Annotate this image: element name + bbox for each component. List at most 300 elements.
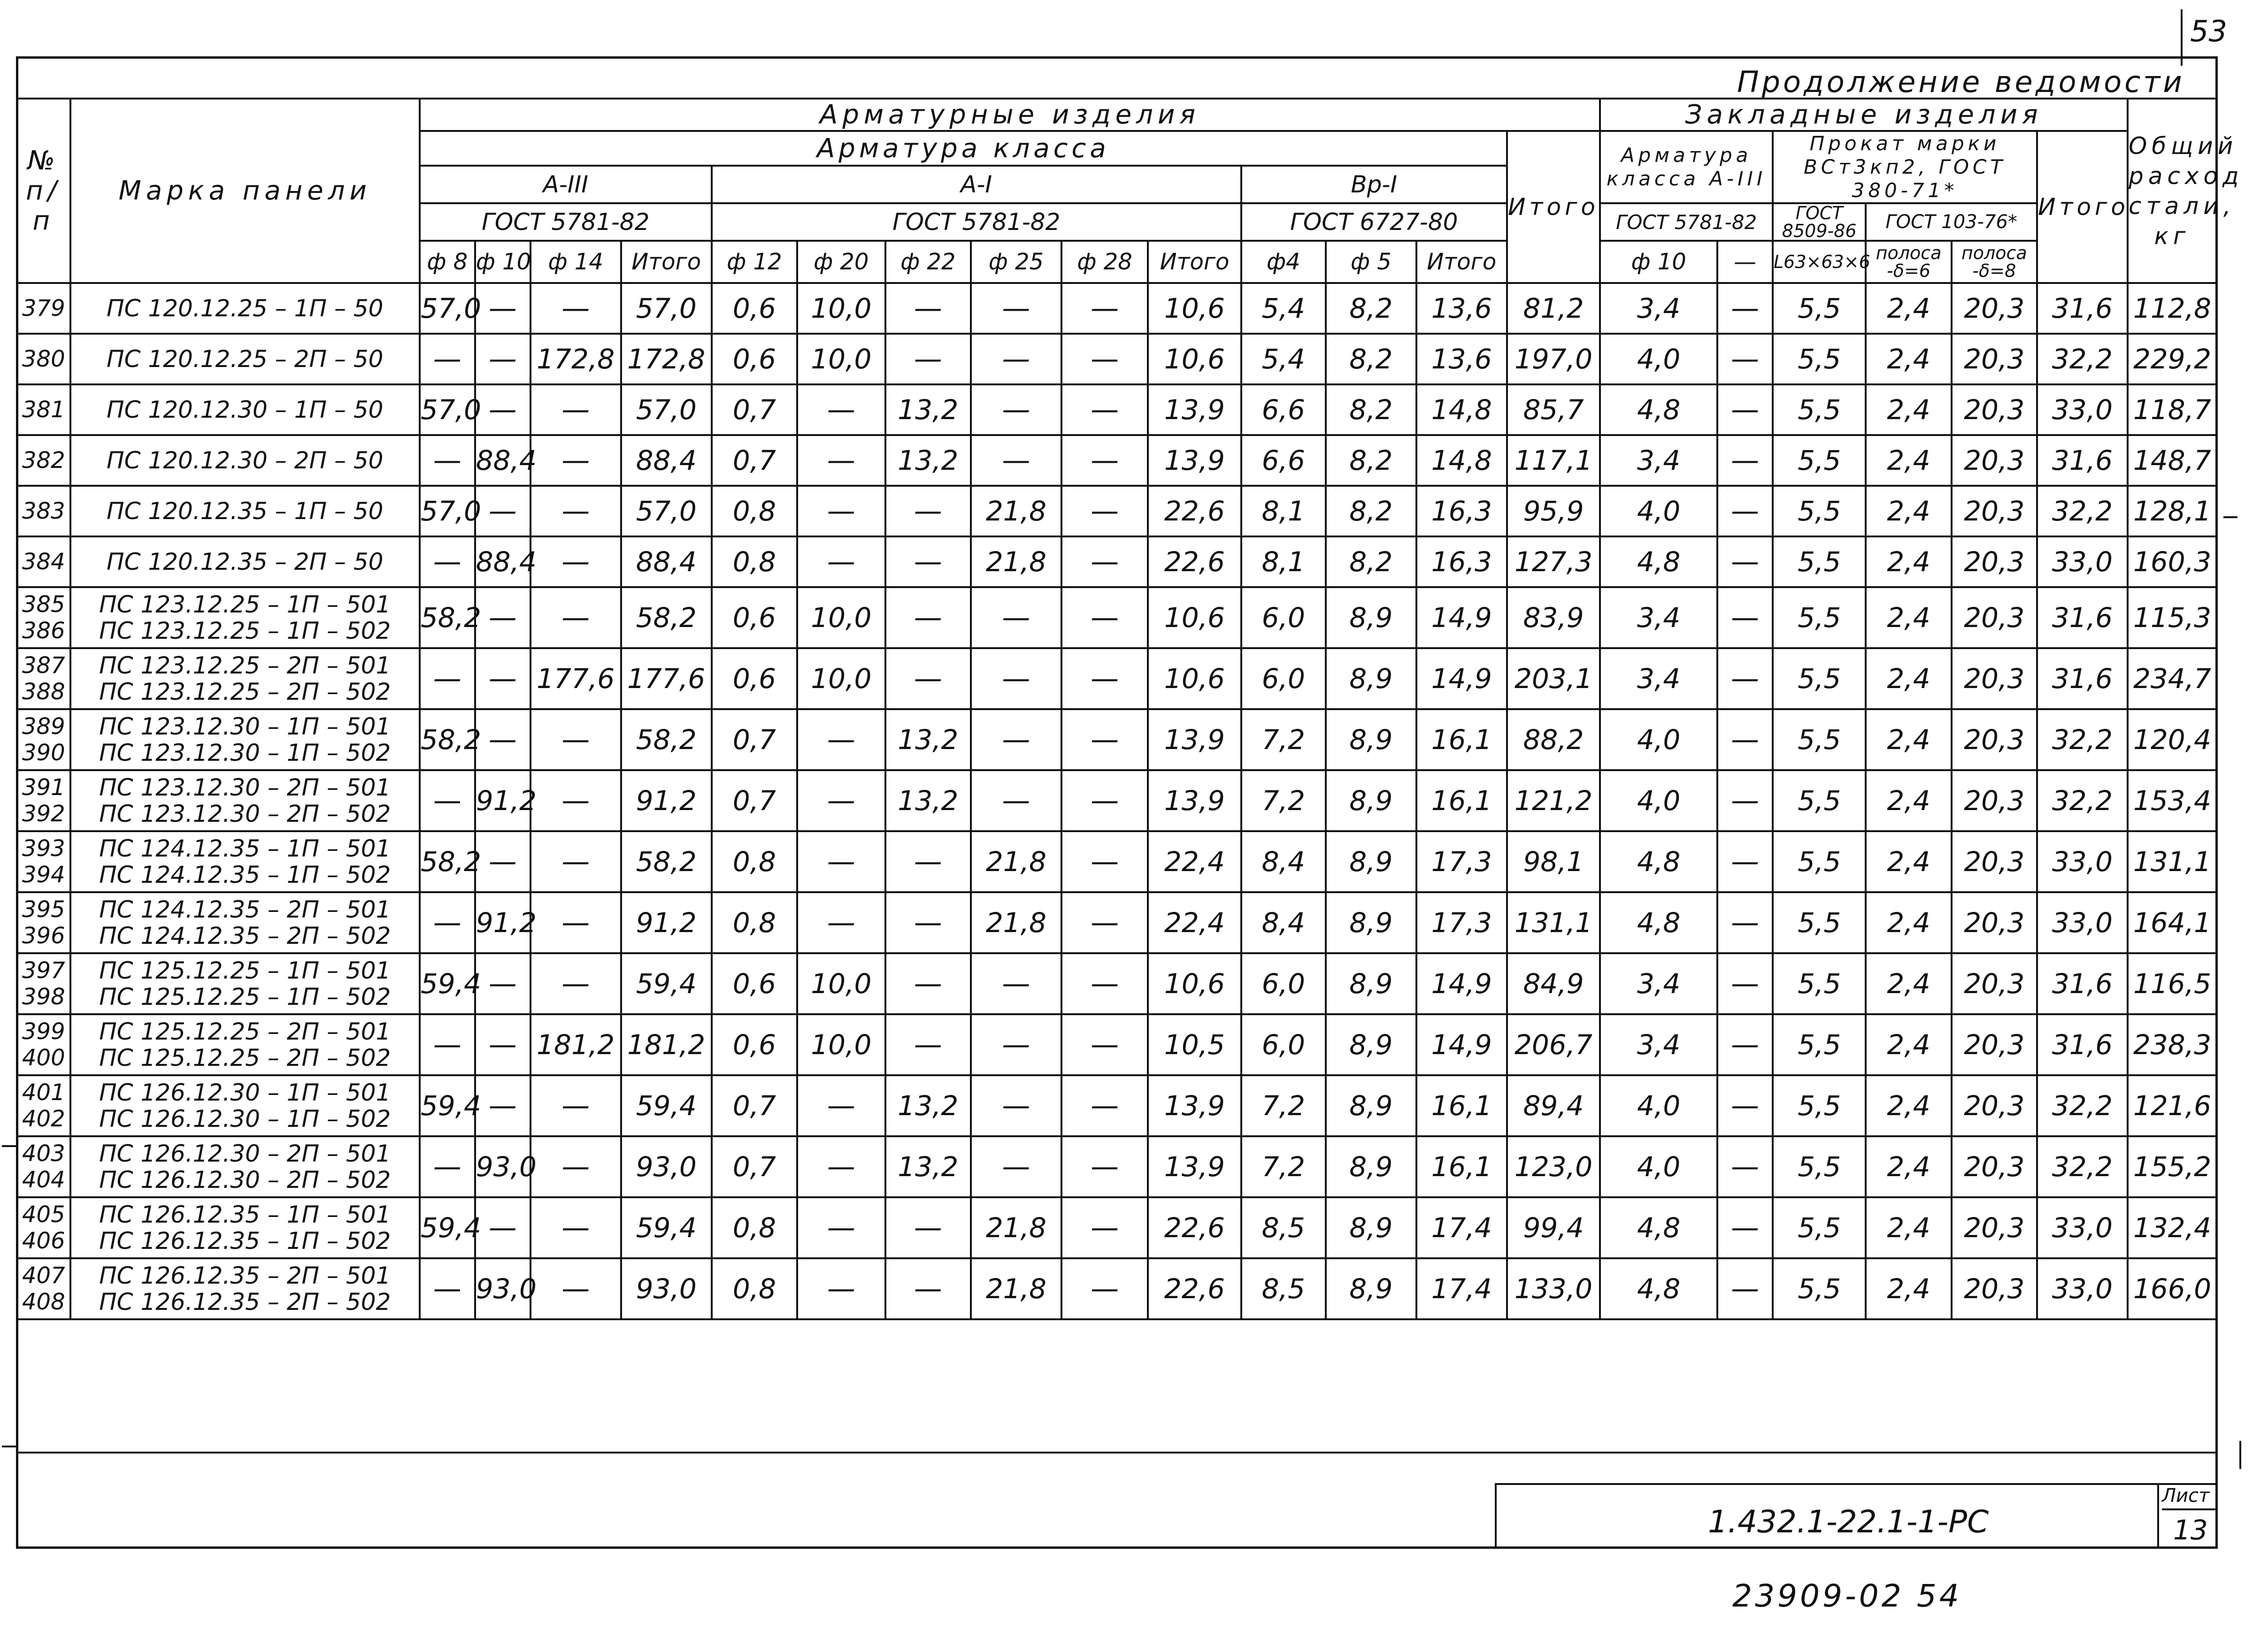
class-a1-header: А-I — [712, 166, 1241, 203]
value-cell: 58,2 — [621, 709, 712, 770]
value-cell: — — [1061, 709, 1148, 770]
value-cell: — — [1061, 384, 1148, 435]
value-cell: 10,6 — [1148, 587, 1241, 648]
row-number-line: 396 — [22, 923, 65, 949]
col-itogo-bp1: Итого — [1416, 241, 1507, 283]
row-number-line: 408 — [22, 1289, 65, 1315]
value-cell: 31,6 — [2037, 283, 2128, 334]
col-strip8: полоса -δ=8 — [1952, 241, 2037, 283]
row-number-line: 395 — [22, 896, 65, 923]
value-cell: 85,7 — [1507, 384, 1600, 435]
value-cell: 117,1 — [1507, 435, 1600, 486]
value-cell: 5,5 — [1773, 831, 1866, 892]
value-cell: — — [971, 953, 1061, 1014]
value-cell: 17,4 — [1416, 1197, 1507, 1258]
value-cell: 21,8 — [971, 831, 1061, 892]
value-cell: 0,7 — [712, 435, 797, 486]
value-cell: 8,1 — [1241, 536, 1326, 587]
value-cell: 2,4 — [1866, 435, 1951, 486]
panel-mark-line: ПС 125.12.25 – 2П – 502 — [99, 1044, 391, 1071]
value-cell: 8,2 — [1326, 334, 1416, 384]
value-cell: 112,8 — [2128, 283, 2217, 334]
value-cell: 10,0 — [797, 283, 885, 334]
value-cell: 5,5 — [1773, 1014, 1866, 1075]
value-cell: 5,5 — [1773, 770, 1866, 831]
value-cell: — — [1717, 831, 1773, 892]
value-cell: — — [885, 486, 971, 536]
value-cell: 0,6 — [712, 587, 797, 648]
value-cell: 31,6 — [2037, 953, 2128, 1014]
value-cell: 4,8 — [1600, 892, 1717, 953]
panel-mark-line: ПС 126.12.30 – 2П – 502 — [99, 1166, 391, 1194]
value-cell: 8,4 — [1241, 831, 1326, 892]
value-cell: 83,9 — [1507, 587, 1600, 648]
col-phi4: ф4 — [1241, 241, 1326, 283]
row-number-line: 401 — [22, 1079, 65, 1106]
row-number-line: 388 — [22, 679, 65, 705]
table-row — [17, 1136, 2217, 1197]
panel-mark-line: ПС 124.12.35 – 1П – 501 — [99, 835, 391, 862]
value-cell: 116,5 — [2128, 953, 2217, 1014]
value-cell: 2,4 — [1866, 770, 1951, 831]
value-cell: 2,4 — [1866, 1014, 1951, 1075]
value-cell: — — [797, 831, 885, 892]
value-cell: 203,1 — [1507, 648, 1600, 709]
value-cell: 10,0 — [797, 334, 885, 384]
value-cell: 5,5 — [1773, 283, 1866, 334]
value-cell: 14,8 — [1416, 384, 1507, 435]
value-cell: 32,2 — [2037, 1136, 2128, 1197]
num-header: № п/п — [17, 99, 70, 283]
panel-mark-line: ПС 126.12.35 – 1П – 501 — [99, 1201, 391, 1228]
value-cell: 5,5 — [1773, 1075, 1866, 1136]
value-cell: 21,8 — [971, 486, 1061, 536]
value-cell: — — [797, 1258, 885, 1319]
row-number-line: 405 — [22, 1201, 65, 1228]
panel-mark — [70, 435, 420, 486]
value-cell: 88,4 — [475, 435, 530, 486]
value-cell: 93,0 — [621, 1136, 712, 1197]
row-number-line: 386 — [22, 618, 65, 644]
value-cell: — — [475, 831, 530, 892]
value-cell: 10,0 — [797, 587, 885, 648]
margin-tick — [2, 1446, 16, 1447]
value-cell: 8,5 — [1241, 1258, 1326, 1319]
value-cell: 20,3 — [1952, 892, 2037, 953]
value-cell: 6,6 — [1241, 384, 1326, 435]
value-cell: — — [971, 1014, 1061, 1075]
value-cell: — — [1717, 334, 1773, 384]
value-cell: — — [530, 831, 621, 892]
value-cell: 229,2 — [2128, 334, 2217, 384]
panel-mark-line: ПС 120.12.35 – 1П – 50 — [106, 497, 384, 525]
value-cell: 21,8 — [971, 536, 1061, 587]
value-cell: 0,8 — [712, 486, 797, 536]
value-cell: — — [797, 435, 885, 486]
table-row — [17, 1075, 2217, 1136]
row-number-line: 387 — [22, 652, 65, 679]
value-cell: — — [1061, 334, 1148, 384]
panel-mark — [70, 770, 420, 831]
panel-mark — [70, 1136, 420, 1197]
page-number: 53 — [2190, 14, 2227, 48]
row-number — [17, 892, 70, 953]
row-number-line: 400 — [22, 1045, 65, 1071]
value-cell: 22,6 — [1148, 1197, 1241, 1258]
value-cell: 57,0 — [621, 486, 712, 536]
table-row — [17, 709, 2217, 770]
gost-103: ГОСТ 103-76* — [1866, 203, 2037, 241]
value-cell: 59,4 — [621, 953, 712, 1014]
value-cell: — — [475, 1197, 530, 1258]
value-cell: 4,0 — [1600, 334, 1717, 384]
value-cell: — — [530, 435, 621, 486]
value-cell: — — [1061, 953, 1148, 1014]
value-cell: 2,4 — [1866, 1197, 1951, 1258]
continuation-title: Продолжение ведомости — [1737, 65, 2185, 99]
value-cell: 8,4 — [1241, 892, 1326, 953]
value-cell: 59,4 — [420, 953, 475, 1014]
value-cell: 118,7 — [2128, 384, 2217, 435]
value-cell: 133,0 — [1507, 1258, 1600, 1319]
table-row — [17, 334, 2217, 384]
value-cell: 8,2 — [1326, 283, 1416, 334]
value-cell: 22,6 — [1148, 536, 1241, 587]
value-cell: — — [885, 334, 971, 384]
value-cell: 5,5 — [1773, 1197, 1866, 1258]
value-cell: 93,0 — [475, 1136, 530, 1197]
value-cell: 13,2 — [885, 435, 971, 486]
panel-mark-line: ПС 120.12.25 – 2П – 50 — [106, 345, 384, 373]
value-cell: — — [885, 1014, 971, 1075]
value-cell: — — [1061, 1014, 1148, 1075]
value-cell: 33,0 — [2037, 831, 2128, 892]
value-cell: 13,9 — [1148, 1075, 1241, 1136]
value-cell: 20,3 — [1952, 384, 2037, 435]
value-cell: — — [971, 709, 1061, 770]
rolled-steel-header: Прокат марки ВСт3кп2, ГОСТ 380-71* — [1773, 131, 2037, 203]
value-cell: 20,3 — [1952, 648, 2037, 709]
row-number — [17, 486, 70, 536]
value-cell: 2,4 — [1866, 1258, 1951, 1319]
value-cell: 88,2 — [1507, 709, 1600, 770]
value-cell: — — [475, 384, 530, 435]
value-cell: 59,4 — [420, 1197, 475, 1258]
value-cell: 16,1 — [1416, 1136, 1507, 1197]
armature-products-header: Арматурные изделия — [420, 99, 1600, 131]
value-cell: — — [885, 587, 971, 648]
row-number — [17, 770, 70, 831]
value-cell: 155,2 — [2128, 1136, 2217, 1197]
row-number — [17, 334, 70, 384]
value-cell: — — [971, 334, 1061, 384]
value-cell: — — [420, 435, 475, 486]
col-embedded-phi10: ф 10 — [1600, 241, 1717, 283]
value-cell: 7,2 — [1241, 709, 1326, 770]
value-cell: — — [971, 1075, 1061, 1136]
value-cell: — — [1717, 384, 1773, 435]
panel-mark-line: ПС 123.12.25 – 1П – 502 — [99, 617, 391, 644]
value-cell: — — [530, 770, 621, 831]
panel-mark-line: ПС 126.12.30 – 2П – 501 — [99, 1140, 391, 1167]
value-cell: 59,4 — [621, 1075, 712, 1136]
value-cell: 88,4 — [621, 536, 712, 587]
value-cell: 58,2 — [621, 831, 712, 892]
row-number-line: 398 — [22, 984, 65, 1010]
value-cell: — — [1061, 587, 1148, 648]
row-number — [17, 831, 70, 892]
row-number-line: 384 — [22, 549, 65, 575]
panel-mark — [70, 1258, 420, 1319]
value-cell: 2,4 — [1866, 283, 1951, 334]
value-cell: 0,8 — [712, 1197, 797, 1258]
value-cell: 21,8 — [971, 892, 1061, 953]
class-a3-header: А-III — [420, 166, 712, 203]
value-cell: 4,0 — [1600, 486, 1717, 536]
embedded-gost: ГОСТ 5781-82 — [1600, 203, 1773, 241]
col-phi12: ф 12 — [712, 241, 797, 283]
value-cell: — — [475, 953, 530, 1014]
panel-mark-line: ПС 124.12.35 – 2П – 501 — [99, 896, 391, 923]
panel-mark — [70, 536, 420, 587]
value-cell: 0,7 — [712, 709, 797, 770]
value-cell: — — [797, 1136, 885, 1197]
row-number — [17, 283, 70, 334]
value-cell: 0,7 — [712, 1136, 797, 1197]
row-number-line: 402 — [22, 1106, 65, 1132]
value-cell: 22,6 — [1148, 1258, 1241, 1319]
panel-mark — [70, 648, 420, 709]
value-cell: 20,3 — [1952, 486, 2037, 536]
value-cell: 31,6 — [2037, 435, 2128, 486]
row-number-line: 379 — [22, 295, 65, 321]
value-cell: 10,6 — [1148, 283, 1241, 334]
value-cell: — — [420, 536, 475, 587]
value-cell: 123,0 — [1507, 1136, 1600, 1197]
value-cell: 172,8 — [621, 334, 712, 384]
panel-mark-line: ПС 124.12.35 – 2П – 502 — [99, 922, 391, 949]
value-cell: 4,0 — [1600, 770, 1717, 831]
col-phi8: ф 8 — [420, 241, 475, 283]
value-cell: — — [420, 892, 475, 953]
value-cell: 33,0 — [2037, 1197, 2128, 1258]
value-cell: — — [420, 1258, 475, 1319]
value-cell: 4,8 — [1600, 1258, 1717, 1319]
value-cell: — — [530, 709, 621, 770]
value-cell: 22,4 — [1148, 831, 1241, 892]
value-cell: — — [885, 953, 971, 1014]
col-phi25: ф 25 — [971, 241, 1061, 283]
table-row — [17, 536, 2217, 587]
table-empty-tail — [17, 1319, 2217, 1453]
class-bp1-header: Вр-I — [1241, 166, 1507, 203]
value-cell: 2,4 — [1866, 648, 1951, 709]
value-cell: 17,4 — [1416, 1258, 1507, 1319]
col-embedded-dash: — — [1717, 241, 1773, 283]
gost-6727: ГОСТ 6727-80 — [1241, 203, 1507, 241]
row-number — [17, 1136, 70, 1197]
value-cell: 128,1 — [2128, 486, 2217, 536]
value-cell: 8,9 — [1326, 953, 1416, 1014]
value-cell: 5,5 — [1773, 486, 1866, 536]
value-cell: 206,7 — [1507, 1014, 1600, 1075]
value-cell: — — [1061, 1197, 1148, 1258]
value-cell: — — [1061, 1075, 1148, 1136]
sheet-box — [2157, 1485, 2218, 1549]
col-phi5: ф 5 — [1326, 241, 1416, 283]
value-cell: — — [1717, 892, 1773, 953]
value-cell: 32,2 — [2037, 1075, 2128, 1136]
value-cell: 93,0 — [475, 1258, 530, 1319]
value-cell: 32,2 — [2037, 770, 2128, 831]
value-cell: 32,2 — [2037, 709, 2128, 770]
value-cell: — — [530, 1258, 621, 1319]
value-cell: 16,1 — [1416, 1075, 1507, 1136]
value-cell: 33,0 — [2037, 892, 2128, 953]
value-cell: 5,4 — [1241, 283, 1326, 334]
row-number-line: 393 — [22, 835, 65, 862]
value-cell: 95,9 — [1507, 486, 1600, 536]
embedded-products-header: Закладные изделия — [1600, 99, 2128, 131]
value-cell: 20,3 — [1952, 435, 2037, 486]
value-cell: 172,8 — [530, 334, 621, 384]
panel-mark-line: ПС 126.12.35 – 2П – 502 — [99, 1288, 391, 1316]
panel-mark — [70, 709, 420, 770]
value-cell: 91,2 — [621, 892, 712, 953]
row-number-line: 382 — [22, 447, 65, 474]
value-cell: 4,8 — [1600, 384, 1717, 435]
value-cell: 17,3 — [1416, 831, 1507, 892]
value-cell: 32,2 — [2037, 334, 2128, 384]
value-cell: — — [475, 1014, 530, 1075]
value-cell: 20,3 — [1952, 953, 2037, 1014]
value-cell: 16,1 — [1416, 770, 1507, 831]
panel-mark-line: ПС 123.12.25 – 2П – 502 — [99, 678, 391, 705]
value-cell: 5,5 — [1773, 587, 1866, 648]
value-cell: 7,2 — [1241, 1075, 1326, 1136]
value-cell: — — [797, 536, 885, 587]
value-cell: 8,2 — [1326, 536, 1416, 587]
value-cell: 10,0 — [797, 953, 885, 1014]
value-cell: 13,6 — [1416, 283, 1507, 334]
value-cell: 88,4 — [621, 435, 712, 486]
panel-mark-line: ПС 125.12.25 – 2П – 501 — [99, 1018, 391, 1045]
panel-mark — [70, 1014, 420, 1075]
total-steel-header: Общий расход стали, кг — [2128, 99, 2217, 283]
value-cell: — — [1061, 1258, 1148, 1319]
table-row — [17, 892, 2217, 953]
value-cell: 8,2 — [1326, 486, 1416, 536]
panel-mark — [70, 1197, 420, 1258]
value-cell: 20,3 — [1952, 587, 2037, 648]
value-cell: 58,2 — [420, 587, 475, 648]
value-cell: 13,2 — [885, 384, 971, 435]
value-cell: 3,4 — [1600, 648, 1717, 709]
value-cell: — — [530, 587, 621, 648]
panel-mark-line: ПС 126.12.30 – 1П – 502 — [99, 1105, 391, 1132]
value-cell: 58,2 — [420, 709, 475, 770]
col-strip6: полоса -δ=6 — [1866, 241, 1951, 283]
value-cell: 57,0 — [420, 384, 475, 435]
value-cell: 17,3 — [1416, 892, 1507, 953]
value-cell: 8,2 — [1326, 435, 1416, 486]
margin-tick — [2239, 1441, 2241, 1469]
value-cell: — — [797, 486, 885, 536]
value-cell: 91,2 — [621, 770, 712, 831]
value-cell: 5,5 — [1773, 435, 1866, 486]
col-itogo-a3: Итого — [621, 241, 712, 283]
value-cell: 33,0 — [2037, 536, 2128, 587]
table-body — [17, 283, 2217, 1453]
value-cell: 13,2 — [885, 709, 971, 770]
col-phi28: ф 28 — [1061, 241, 1148, 283]
value-cell: 132,4 — [2128, 1197, 2217, 1258]
value-cell: — — [1717, 1258, 1773, 1319]
value-cell: 14,9 — [1416, 587, 1507, 648]
table-row — [17, 648, 2217, 709]
value-cell: 2,4 — [1866, 892, 1951, 953]
row-number-line: 399 — [22, 1018, 65, 1045]
row-number-line: 381 — [22, 397, 65, 423]
value-cell: 57,0 — [621, 283, 712, 334]
value-cell: — — [530, 536, 621, 587]
value-cell: 89,4 — [1507, 1075, 1600, 1136]
value-cell: 20,3 — [1952, 831, 2037, 892]
value-cell: 3,4 — [1600, 1014, 1717, 1075]
value-cell: 6,0 — [1241, 1014, 1326, 1075]
value-cell: 22,6 — [1148, 486, 1241, 536]
value-cell: — — [1717, 953, 1773, 1014]
panel-mark — [70, 384, 420, 435]
row-number-line: 391 — [22, 774, 65, 801]
value-cell: — — [1717, 283, 1773, 334]
row-number-line: 380 — [22, 346, 65, 372]
document-code: 1.432.1-22.1-1-РС — [1708, 1504, 1989, 1540]
value-cell: — — [530, 384, 621, 435]
value-cell: 14,9 — [1416, 648, 1507, 709]
value-cell: 177,6 — [621, 648, 712, 709]
value-cell: — — [1061, 486, 1148, 536]
value-cell: — — [971, 384, 1061, 435]
value-cell: 8,9 — [1326, 1075, 1416, 1136]
value-cell: — — [797, 1197, 885, 1258]
value-cell: — — [1717, 1197, 1773, 1258]
value-cell: — — [530, 486, 621, 536]
panel-mark-line: ПС 120.12.30 – 1П – 50 — [106, 396, 384, 423]
value-cell: — — [1717, 648, 1773, 709]
value-cell: 121,2 — [1507, 770, 1600, 831]
value-cell: — — [885, 283, 971, 334]
panel-mark-line: ПС 124.12.35 – 1П – 502 — [99, 861, 391, 888]
value-cell: — — [885, 648, 971, 709]
row-number — [17, 1014, 70, 1075]
panel-mark-line: ПС 120.12.25 – 1П – 50 — [106, 295, 384, 322]
embedded-armature-header: Арматура класса А-III — [1600, 131, 1773, 203]
table-row — [17, 587, 2217, 648]
col-phi20: ф 20 — [797, 241, 885, 283]
panel-mark — [70, 831, 420, 892]
value-cell: 5,5 — [1773, 892, 1866, 953]
margin-tick — [2, 1145, 16, 1147]
title-block — [1495, 1483, 2218, 1549]
value-cell: 13,9 — [1148, 384, 1241, 435]
panel-mark-line: ПС 123.12.25 – 2П – 501 — [99, 652, 391, 679]
value-cell: 20,3 — [1952, 334, 2037, 384]
value-cell: 6,0 — [1241, 648, 1326, 709]
row-number — [17, 953, 70, 1014]
value-cell: 93,0 — [621, 1258, 712, 1319]
value-cell: — — [885, 1258, 971, 1319]
